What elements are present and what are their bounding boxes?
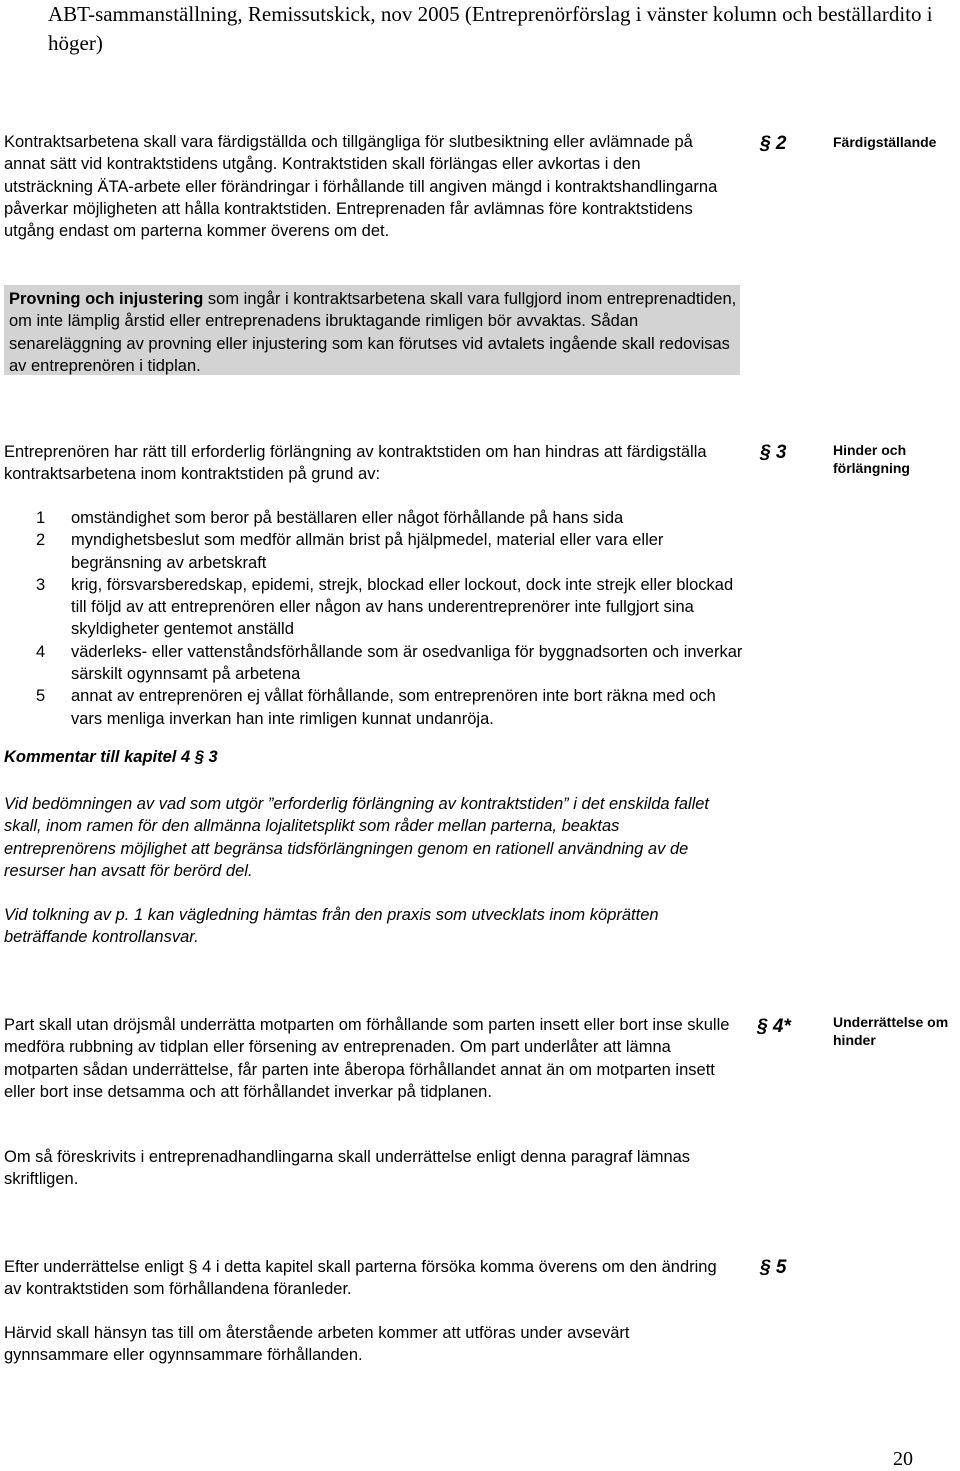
list-item-text: krig, försvarsberedskap, epidemi, strejk, blockad eller lockout, dock inte strejk eller blockad till följd av att entreprenören eller någon av hans underentreprenörer inte fullgjort sina skyldigheter gentemot anställd — [71, 575, 734, 639]
section-number: 5 — [775, 1257, 787, 1278]
paragraph-completion: Kontraktsarbetena skall vara färdigställda och tillgängliga för slutbesiktning eller avlämnade på annat sätt vid kontraktstidens utgång. Kontraktstiden skall förlängas eller avkortas i den utsträckning ÄTA-arbete eller förändringar i förhållande till angiven mängd i kontraktshandlingarna påverkar möjligheten att hålla kontraktstiden. Entreprenaden får avlämnas före kontraktstidens utgång endast om parterna kommer överens om det. — [4, 133, 718, 241]
paragraph-mark-2 — [760, 133, 786, 155]
paragraph-consideration: Härvid skall hänsyn tas till om återstående arbeten kommer att utföras under avsevärt gynnsammare eller ogynnsammare förhållanden. — [4, 1324, 630, 1365]
shaded-proposal-box — [4, 285, 740, 375]
list-item — [4, 574, 744, 641]
section-number: 4* — [772, 1016, 791, 1037]
paragraph-agreement: Efter underrättelse enligt § 4 i detta kapitel skall parterna försöka komma överens om den ändring av kontraktstiden som förhållandena föranleder. — [4, 1258, 717, 1299]
shaded-rest-text: som ingår i kontraktsarbetena skall vara fullgjord inom entreprenadtiden, om inte lämplig årstid eller entreprenadens ibruktagande rimligen bör avvaktas. Sådan senareläggning av provning eller injustering som kan förutses vid avtalets ingående skall redovisas av entreprenören i tidplan. — [9, 290, 737, 375]
shaded-bold-term: Provning och injustering — [9, 290, 204, 308]
list-item — [4, 507, 744, 529]
side-label-completion: Färdigställande — [833, 134, 937, 150]
section-number: 3 — [775, 442, 787, 463]
list-item-number: 4 — [36, 642, 46, 661]
list-item — [4, 685, 744, 730]
paragraph-mark-4 — [757, 1016, 791, 1038]
side-label-hindrance: Hinder och förlängning — [833, 442, 910, 476]
section-sign: § — [760, 442, 771, 463]
comment-paragraph-1: Vid bedömningen av vad som utgör ”erforderlig förlängning av kontraktstiden” i det enskilda fallet skall, inom ramen för den allmänna lojalitetsplikt som råder mellan parterna, beaktas entreprenörens möjlighet att begränsa tidsförlängningen genom en rationell användning av de resurser han avsatt för berörd del. — [4, 795, 710, 880]
list-item-text: annat av entreprenören ej vållat förhållande, som entreprenören inte bort räkna med och vars menliga inverkan han inte rimligen kunnat undanröja. — [71, 687, 716, 728]
section-sign: § — [760, 133, 771, 154]
list-item-number: 3 — [36, 575, 46, 594]
paragraph-notice: Part skall utan dröjsmål underrätta motparten om förhållande som parten insett eller bort inse skulle medföra rubbning av tidplan eller försening av entreprenaden. Om part underlåter att lämna motparten sådan underrättelse, får parten inte åberopa förhållandet annat än om motparten insett eller bort inse detsamma och att förhållandet inverkar på tidplanen. — [4, 1016, 730, 1101]
comment-heading: Kommentar till kapitel 4 § 3 — [4, 748, 218, 766]
list-item-text: väderleks- eller vattenståndsförhållande som är osedvanliga för byggnadsorten och inverkar särskilt ogynnsamt på arbetena — [71, 642, 743, 684]
paragraph-hindrance: Entreprenören har rätt till erforderlig förlängning av kontraktstiden om han hindras att färdigställa kontraktsarbetena inom kontraktstiden på grund av: — [4, 443, 707, 484]
side-label-notice: Underrättelse om hinder — [833, 1014, 949, 1048]
list-item-text: omständighet som beror på beställaren eller något förhållande på hans sida — [71, 509, 624, 527]
list-item-number: 1 — [36, 509, 46, 527]
list-item-number: 5 — [36, 687, 46, 706]
comment-paragraph-2: Vid tolkning av p. 1 kan vägledning hämtas från den praxis som utvecklats inom köprätten beträffande kontrollansvar. — [4, 906, 659, 947]
hindrance-list — [4, 507, 744, 730]
section-sign: § — [757, 1016, 768, 1037]
page-title: ABT-sammanställning, Remissutskick, nov 2005 (Entreprenörförslag i vänster kolumn och beställardito i höger) — [48, 2, 933, 55]
section-number: 2 — [775, 133, 787, 154]
list-item-text: myndighetsbeslut som medför allmän brist på hjälpmedel, material eller vara eller begränsning av arbetskraft — [71, 531, 664, 572]
list-item — [4, 529, 744, 574]
paragraph-mark-5 — [760, 1257, 786, 1279]
shaded-paragraph — [9, 288, 737, 377]
list-item — [4, 641, 744, 686]
paragraph-notice-written: Om så föreskrivits i entreprenadhandlingarna skall underrättelse enligt denna paragraf lämnas skriftligen. — [4, 1148, 691, 1189]
list-item-number: 2 — [36, 531, 46, 550]
page-number: 20 — [893, 1448, 913, 1470]
section-sign: § — [760, 1257, 771, 1278]
paragraph-mark-3 — [760, 442, 786, 464]
